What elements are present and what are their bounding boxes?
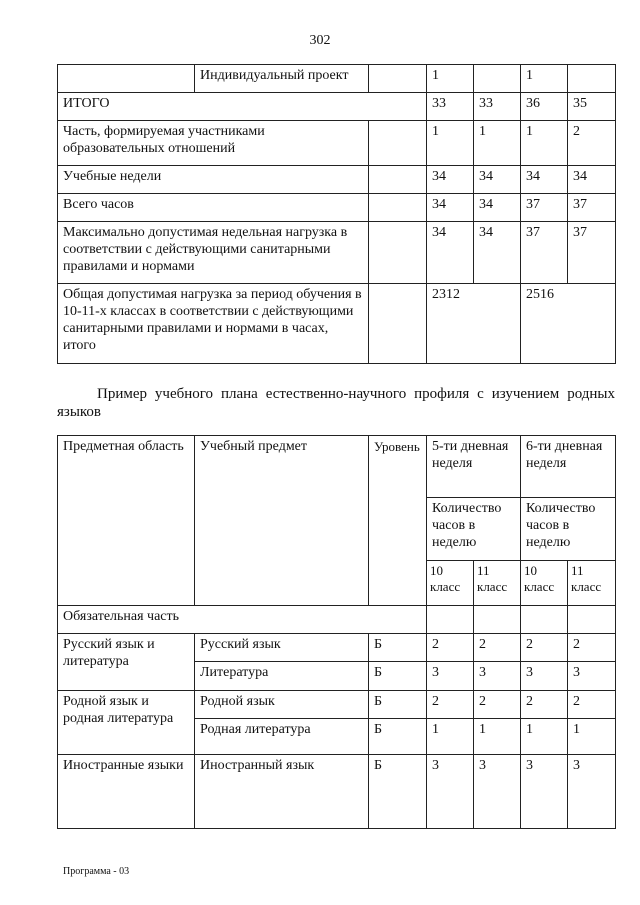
- value-cell: 3: [568, 662, 616, 691]
- header-area: Предметная область: [58, 436, 195, 606]
- value-cell: 37: [568, 194, 616, 222]
- value-cell: [474, 65, 521, 93]
- value-cell: 37: [568, 222, 616, 284]
- value-cell: 2: [521, 634, 568, 662]
- section-label: Обязательная часть: [58, 606, 427, 634]
- table-cell: [369, 121, 427, 166]
- table-row: [58, 755, 616, 829]
- value-cell: 2516: [521, 284, 616, 364]
- table-cell: [369, 284, 427, 364]
- table-cell: [369, 222, 427, 284]
- value-cell: 34: [427, 194, 474, 222]
- value-cell: 3: [427, 662, 474, 691]
- value-cell: [568, 65, 616, 93]
- row-label: ИТОГО: [58, 93, 427, 121]
- subject-name: Литература: [195, 662, 369, 691]
- value-cell: 2: [474, 691, 521, 719]
- table-cell: [474, 606, 521, 634]
- value-cell: 3: [474, 755, 521, 829]
- value-cell: 1: [427, 121, 474, 166]
- table-row: [58, 222, 616, 284]
- header-level: Уровень: [369, 436, 427, 606]
- value-cell: 34: [568, 166, 616, 194]
- header-week6: 6-ти дневная неделя: [521, 436, 616, 498]
- value-cell: 34: [427, 166, 474, 194]
- value-cell: 1: [568, 719, 616, 755]
- value-cell: 33: [427, 93, 474, 121]
- value-cell: 34: [474, 194, 521, 222]
- row-label: Часть, формируемая участниками образовательных отношений: [58, 121, 369, 166]
- header-grade-11: 11 класс: [568, 561, 616, 606]
- table-row: [58, 65, 616, 93]
- table-cell: [521, 606, 568, 634]
- value-cell: 2312: [427, 284, 521, 364]
- subject-name: Родной язык: [195, 691, 369, 719]
- header-week5: 5-ти дневная неделя: [427, 436, 521, 498]
- subject-level: Б: [369, 634, 427, 662]
- section-row: [58, 606, 616, 634]
- table-row: [58, 284, 616, 364]
- header-grade-10: 10 класс: [427, 561, 474, 606]
- table-row: [58, 93, 616, 121]
- header-grade-10: 10 класс: [521, 561, 568, 606]
- value-cell: 3: [521, 662, 568, 691]
- value-cell: 2: [427, 691, 474, 719]
- subject-name: Русский язык: [195, 634, 369, 662]
- value-cell: 1: [521, 719, 568, 755]
- value-cell: 2: [568, 634, 616, 662]
- table-caption: Пример учебного плана естественно-научного профиля с изучением родных языков: [57, 386, 615, 420]
- row-label: Общая допустимая нагрузка за период обучения в 10-11-х классах в соответствии с действующими санитарными правилами и нормами в часах, итого: [58, 284, 369, 364]
- subject-area: Иностранные языки: [58, 755, 195, 829]
- subject-name: Иностранный язык: [195, 755, 369, 829]
- value-cell: 3: [427, 755, 474, 829]
- table-cell: [369, 65, 427, 93]
- subject-area: Родной язык и родная литература: [58, 691, 195, 755]
- subject-name: Родная литература: [195, 719, 369, 755]
- table-cell: [58, 65, 195, 93]
- table-row: [58, 691, 616, 719]
- table-row: [58, 121, 616, 166]
- value-cell: 36: [521, 93, 568, 121]
- value-cell: 3: [521, 755, 568, 829]
- row-label: Учебные недели: [58, 166, 369, 194]
- plan-totals-table: [57, 64, 616, 364]
- value-cell: 37: [521, 194, 568, 222]
- value-cell: 2: [568, 691, 616, 719]
- value-cell: 2: [427, 634, 474, 662]
- subject-level: Б: [369, 691, 427, 719]
- value-cell: 2: [568, 121, 616, 166]
- table-cell: [568, 606, 616, 634]
- table-row: [58, 634, 616, 662]
- page-number: 302: [309, 33, 331, 48]
- value-cell: 1: [521, 121, 568, 166]
- subject-level: Б: [369, 755, 427, 829]
- value-cell: 34: [474, 222, 521, 284]
- value-cell: 37: [521, 222, 568, 284]
- subject-area: Русский язык и литература: [58, 634, 195, 691]
- curriculum-table: [57, 435, 616, 829]
- value-cell: 3: [568, 755, 616, 829]
- footer-label: Программа - 03: [63, 866, 130, 877]
- header-grade-11: 11 класс: [474, 561, 521, 606]
- value-cell: 1: [427, 65, 474, 93]
- table-row: [58, 194, 616, 222]
- value-cell: 3: [474, 662, 521, 691]
- subject-level: Б: [369, 719, 427, 755]
- value-cell: 34: [427, 222, 474, 284]
- row-label: Максимально допустимая недельная нагрузка в соответствии с действующими санитарными правилами и нормами: [58, 222, 369, 284]
- value-cell: 33: [474, 93, 521, 121]
- table-cell: [369, 166, 427, 194]
- value-cell: 35: [568, 93, 616, 121]
- value-cell: 34: [474, 166, 521, 194]
- row-label: Индивидуальный проект: [195, 65, 369, 93]
- value-cell: 1: [427, 719, 474, 755]
- table-cell: [369, 194, 427, 222]
- subject-level: Б: [369, 662, 427, 691]
- table-row: [58, 166, 616, 194]
- header-hours: Количество часов в неделю: [521, 498, 616, 561]
- header-subject: Учебный предмет: [195, 436, 369, 606]
- row-label: Всего часов: [58, 194, 369, 222]
- value-cell: 34: [521, 166, 568, 194]
- table-cell: [427, 606, 474, 634]
- header-hours: Количество часов в неделю: [427, 498, 521, 561]
- value-cell: 1: [474, 121, 521, 166]
- value-cell: 2: [474, 634, 521, 662]
- value-cell: 2: [521, 691, 568, 719]
- value-cell: 1: [474, 719, 521, 755]
- header-row: [58, 436, 616, 498]
- value-cell: 1: [521, 65, 568, 93]
